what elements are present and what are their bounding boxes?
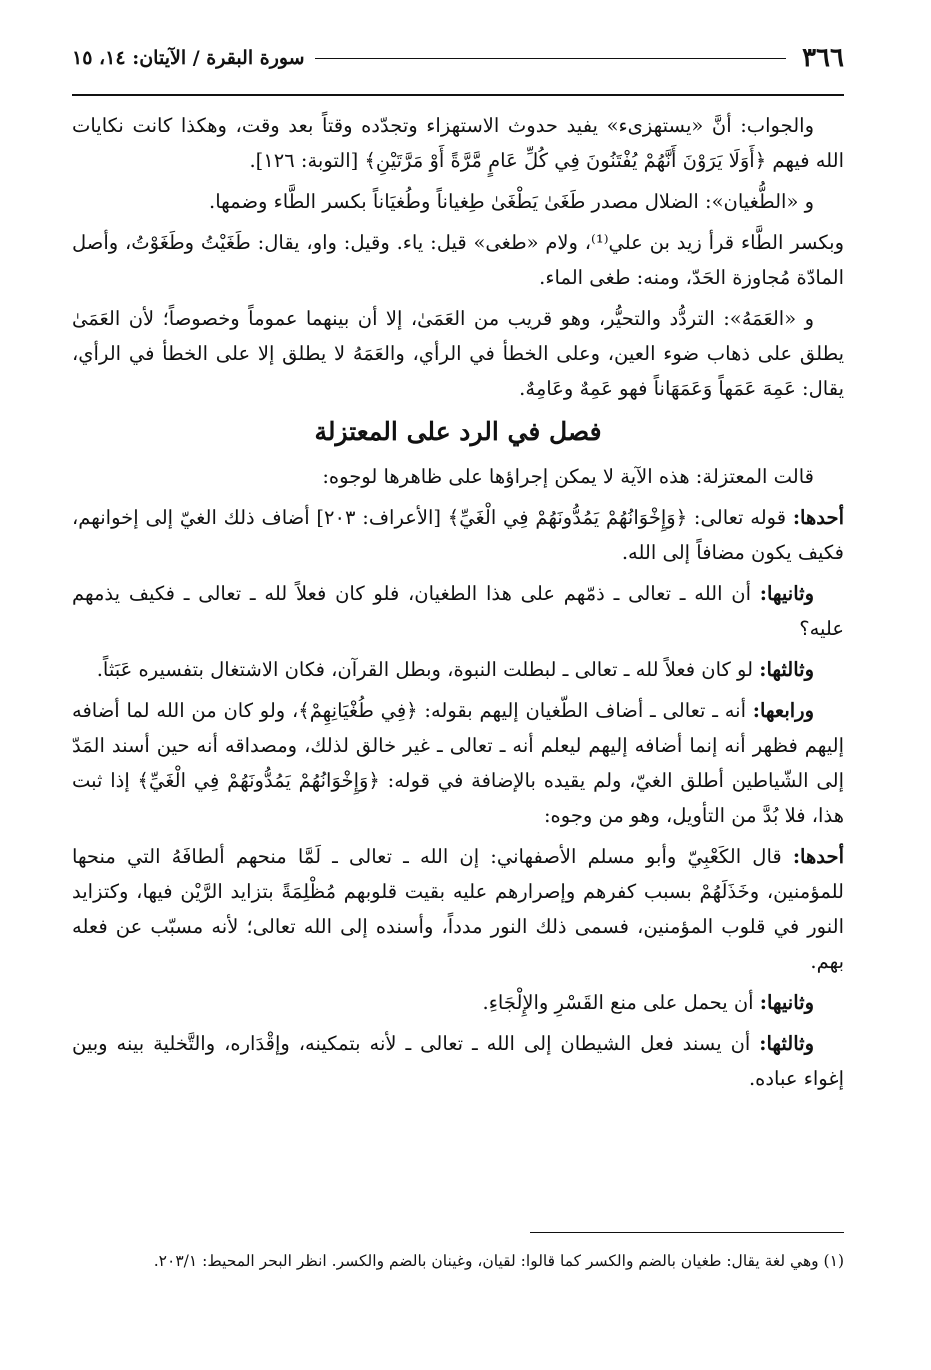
point-item: [72, 693, 844, 833]
section-intro: قالت المعتزلة: هذه الآية لا يمكن إجراؤها على ظاهرها لوجوه:: [322, 465, 814, 488]
answer-item: [72, 1026, 844, 1096]
point-text: أن الله ـ تعالى ـ ذمّهم على هذا الطغيان، فلو كان فعلاً لله ـ تعالى ـ فكيف يذمهم عليه؟: [72, 582, 844, 640]
point-lead: وثالثها:: [759, 658, 814, 681]
paragraph-tughyan-reading: وبكسر الطَّاء قرأ زيد بن علي⁽¹⁾، ولام «طغى» قيل: ياء. وقيل: واو، يقال: طَغَيْتُ وطَغَوْتُ، وأصل المادّة مُجاوزة الحَدّ، ومنه: طغى الماء.: [72, 231, 844, 289]
page-body: [72, 108, 844, 1102]
paragraph-tughyan: و «الطُّغيان»: الضلال مصدر طَغَىٰ يَطْغَىٰ طِغياناً وطُغيَاناً بكسر الطَّاء وضمها.: [209, 190, 814, 213]
answer-text: قال الكَعْبِيّ وأبو مسلم الأصفهاني: إن الله ـ تعالى ـ لَمَّا منحهم ألطافَهُ التي منحها للمؤمنين، وخَذَلَهُمْ بسبب كفرهم وإصرارهم عليه بقيت قلوبهم مُظْلِمَةً بتزايد الرَّيْن فيها، وكتزايد النور في قلوب المؤمنين، فسمى ذلك النور مدداً، وأسنده إلى الله تعالى؛ لأنه مسبّب عن فعله بهم.: [72, 845, 844, 973]
answer-lead: أحدها:: [792, 845, 844, 868]
point-item: [72, 652, 844, 687]
point-lead: ورابعها:: [752, 699, 814, 722]
footnote: (١) وهي لغة يقال: طغيان بالضم والكسر كما قالوا: لقيان، وغينان بالضم والكسر. انظر البحر المحيط: ٢٠٣/١.: [153, 1252, 844, 1270]
point-text: قوله تعالى: ﴿وَإِخْوَانُهُمْ يَمُدُّونَهُمْ فِي الْغَيِّ﴾ [الأعراف: ٢٠٣] أضاف ذلك الغيّ إلى إخوانهم، فكيف يكون مضافاً إلى الله.: [72, 506, 844, 564]
page-header: [72, 38, 844, 78]
page-number: ٣٦٦: [802, 43, 844, 73]
header-rule: [72, 94, 844, 96]
paragraph-amah: و «العَمَهُ»: التردُّد والتحيُّر، وهو قريب من العَمَىٰ، إلا أن بينهما عموماً وخصوصاً؛ لأن العَمَىٰ يطلق على ذهاب ضوء العين، وعلى الخطأ في الرأي، والعَمَهُ لا يطلق إلا على الخطأ في الرأي، يقال: عَمِهَ عَمَهاً وَعَمَهَاناً فهو عَمِهٌ وعَامِهٌ.: [72, 307, 844, 400]
point-lead: وثانيها:: [759, 582, 814, 605]
paragraph-answer: والجواب: أنَّ «يستهزىء» يفيد حدوث الاستهزاء وتجدّده وقتاً بعد وقت، وهكذا كانت نكايات الله فيهم ﴿أَوَلَا يَرَوْنَ أَنَّهُمْ يُفْتَنُونَ فِي كُلِّ عَامٍ مَّرَّةً أَوْ مَرَّتَيْنِ﴾ [التوبة: ١٢٦].: [72, 114, 844, 172]
answer-text: أن يسند فعل الشيطان إلى الله ـ تعالى ـ لأنه بتمكينه، وإقْدَاره، والتَّخلية بينه وبين إغواء عباده.: [72, 1032, 844, 1090]
point-lead: أحدها:: [792, 506, 844, 529]
point-text: لو كان فعلاً لله ـ تعالى ـ لبطلت النبوة، وبطل القرآن، فكان الاشتغال بتفسيره عَبَثاً.: [96, 658, 760, 681]
running-title: سورة البقرة / الآيتان: ١٤، ١٥: [72, 47, 305, 69]
point-item: [72, 576, 844, 646]
section-title: فصل في الرد على المعتزلة: [314, 417, 602, 446]
answer-lead: وثالثها:: [759, 1032, 814, 1055]
header-divider: [315, 58, 786, 59]
footnote-rule: [530, 1232, 844, 1233]
point-item: [72, 500, 844, 570]
answer-lead: وثانيها:: [759, 991, 814, 1014]
answer-text: أن يحمل على منع القَسْرِ والإِلْجَاءِ.: [482, 991, 760, 1014]
answer-item: [72, 985, 844, 1020]
point-text: أنه ـ تعالى ـ أضاف الطّغيان إليهم بقوله: ﴿فِي طُغْيَانِهِمْ﴾، ولو كان من الله لما أضافه إليهم فظهر أنه إنما أضافه إليهم ليعلم أنه ـ تعالى ـ غير خالق لذلك، ومصداقه أنه حين أسند المَدّ إلى الشّياطين أطلق الغيّ، ولم يقيده بالإضافة في قوله: ﴿وَإِخْوَانُهُمْ يَمُدُّونَهُمْ فِي الْغَيِّ﴾ إذا ثبت هذا، فلا بُدَّ من التأويل، وهو من وجوه:: [72, 699, 844, 827]
answer-item: [72, 839, 844, 979]
